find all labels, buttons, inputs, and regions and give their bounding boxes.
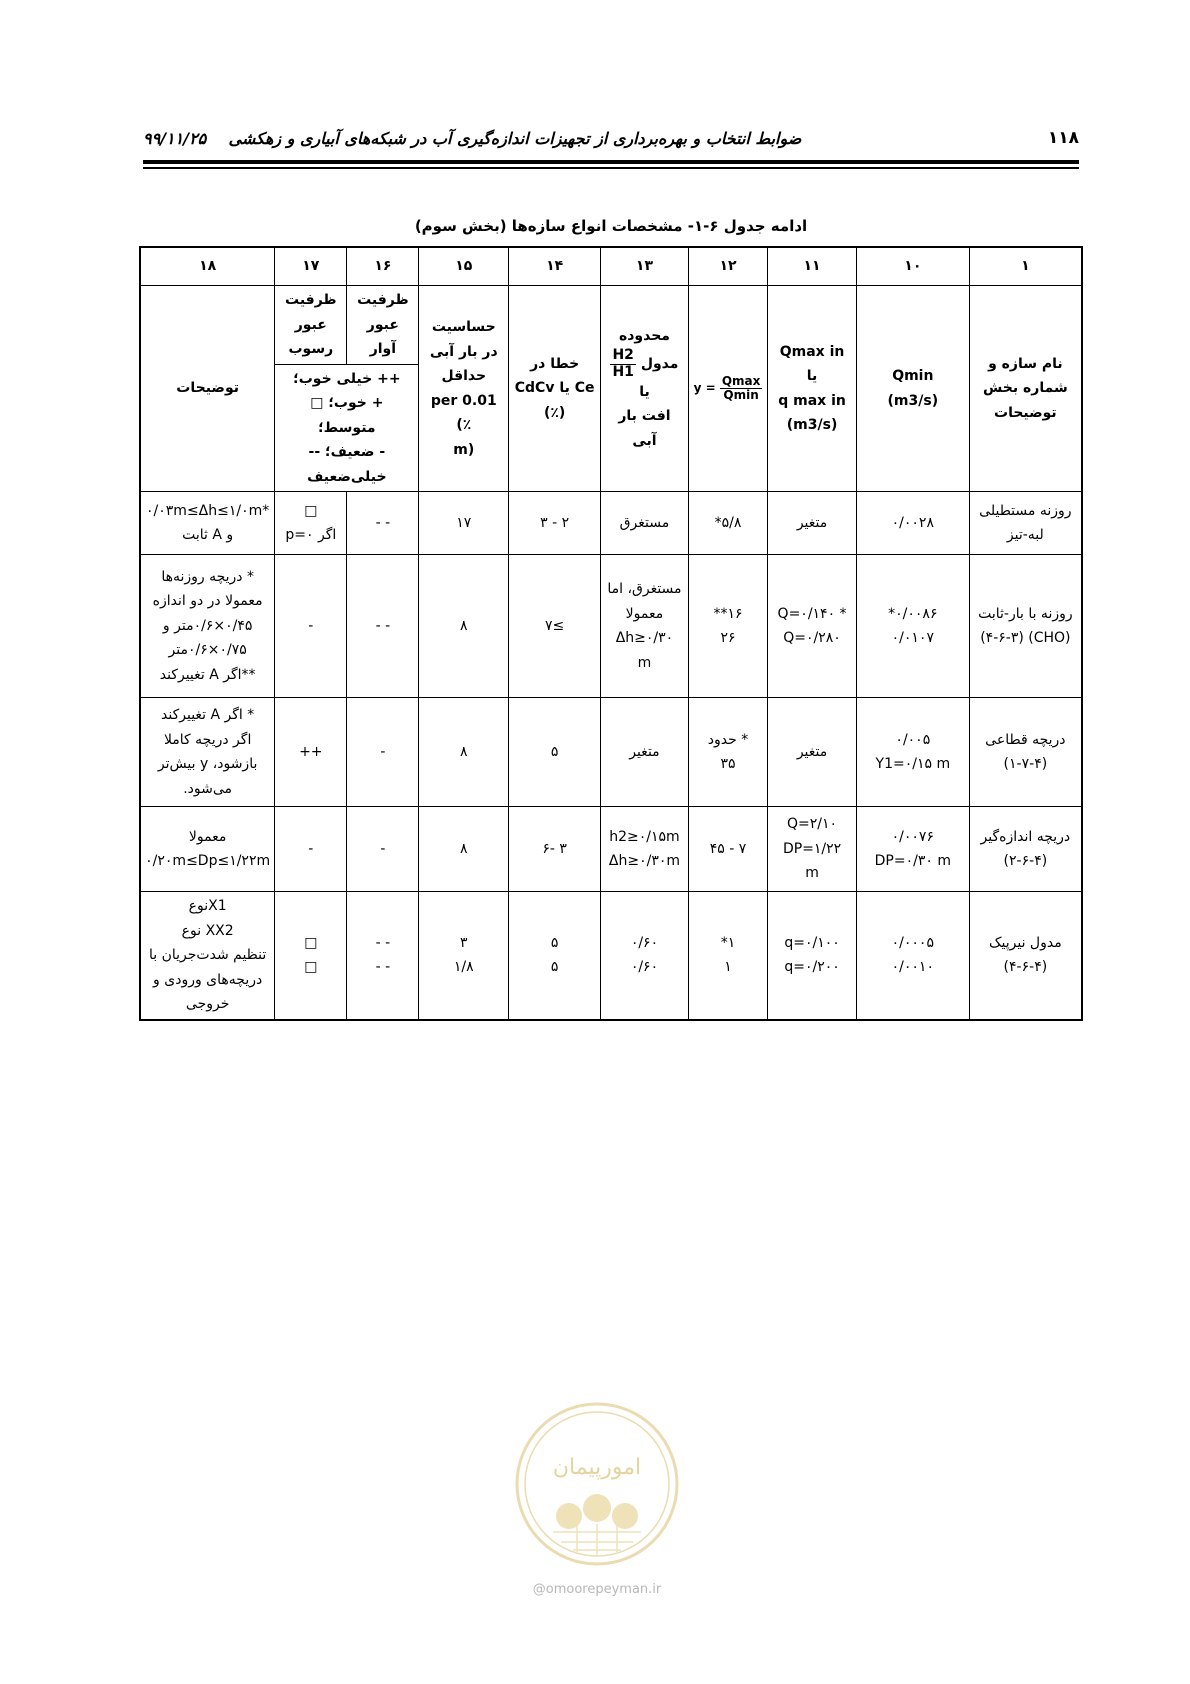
cell-line: *۰/۰۳m≤Δh≤۱/۰m bbox=[146, 502, 270, 519]
header-error-line1: خطا در bbox=[530, 355, 580, 372]
cell-line: Y1=۰/۱۵ m bbox=[875, 756, 951, 772]
cell-line: Q=۰/۲۸۰ bbox=[783, 630, 841, 646]
header-error bbox=[509, 286, 601, 492]
cell-y bbox=[688, 698, 767, 807]
cell-line: ۰/۰۰۱۰ bbox=[891, 959, 934, 976]
header-sensitivity-line1: حساسیت bbox=[431, 319, 496, 335]
header-modular-word: مدول bbox=[640, 356, 679, 372]
col-number: ۱۷ bbox=[275, 247, 347, 286]
cell-line: ۰/۰۰۸۶* bbox=[888, 605, 938, 622]
cell-line: ۰/۶۰ bbox=[630, 934, 659, 951]
cell-modular-range bbox=[601, 892, 689, 1020]
header-sensitivity-line5: m) bbox=[453, 441, 475, 458]
cell-line: دریچه‌های ورودی و bbox=[153, 971, 263, 988]
cell-modular-range: مستغرق bbox=[601, 492, 689, 555]
cell-line: اگر دریچه کاملا bbox=[163, 731, 252, 748]
cell-structure-name: دریچه قطاعی (۴-۷-۱) bbox=[969, 698, 1082, 807]
header-qmin-label: Qmin bbox=[892, 368, 934, 384]
col-number: ۱۴ bbox=[509, 247, 601, 286]
cell-line: Q=۲/۱۰ bbox=[787, 816, 838, 833]
running-title-group bbox=[143, 129, 801, 148]
cell-line: m bbox=[805, 865, 819, 882]
cell-remarks bbox=[140, 492, 275, 555]
cell-line: و A ثابت bbox=[182, 527, 234, 543]
header-modular-line1: محدوده bbox=[618, 327, 670, 344]
cell-line: ۳۵ bbox=[720, 756, 736, 772]
col-number: ۱۶ bbox=[347, 247, 419, 286]
cell-debris: - - bbox=[347, 555, 419, 698]
table-row bbox=[140, 555, 1082, 698]
header-rule-thin bbox=[143, 167, 1079, 169]
cell-remarks bbox=[140, 698, 275, 807]
header-qmin-unit: (m3/s) bbox=[887, 392, 939, 409]
cell-structure-name: روزنه با بار-ثابت (CHO) (۴-۶-۳) bbox=[969, 555, 1082, 698]
cell-line: - - bbox=[375, 934, 391, 951]
cell-sediment: - bbox=[275, 807, 347, 892]
cell-y bbox=[688, 892, 767, 1020]
header-y-denominator: Qmin bbox=[723, 388, 759, 402]
cell-line: ۵ bbox=[550, 934, 559, 951]
cell-debris: - bbox=[347, 807, 419, 892]
column-number-row bbox=[140, 247, 1082, 286]
cell-line: ۳ bbox=[460, 934, 468, 951]
cell-sensitivity bbox=[419, 892, 509, 1020]
cell-error: ۲ - ۳ bbox=[509, 492, 601, 555]
cell-qmax bbox=[768, 807, 857, 892]
cell-qmax: متغیر bbox=[768, 698, 857, 807]
cell-line: ۰/۶۰ bbox=[630, 959, 659, 976]
cell-line: - - bbox=[375, 959, 391, 976]
cell-line: مستغرق، اما bbox=[607, 581, 682, 597]
cell-line: ۰/۰۰۷۶ bbox=[891, 828, 934, 845]
cell-line: ۰/۰۰۵ bbox=[895, 731, 931, 748]
cell-line: * دریچه روزنه‌ها bbox=[161, 568, 254, 585]
cell-line: * حدود bbox=[707, 731, 749, 748]
capacity-legend bbox=[275, 364, 419, 492]
cell-line: X1نوع bbox=[188, 898, 227, 914]
cell-line: می‌شود. bbox=[183, 780, 233, 797]
cell-modular-range bbox=[601, 555, 689, 698]
header-remarks: توضیحات bbox=[140, 286, 275, 492]
cell-line: * Q=۰/۱۴۰ bbox=[777, 605, 847, 622]
header-qmax-line3: q max in bbox=[778, 392, 846, 409]
cell-y: ۵/۸* bbox=[688, 492, 767, 555]
col-number: ۱ bbox=[969, 247, 1082, 286]
header-date: ۹۹/۱۱/۲۵ bbox=[143, 128, 207, 148]
cell-sediment: ++ bbox=[275, 698, 347, 807]
col-number: ۱۵ bbox=[419, 247, 509, 286]
table-row bbox=[140, 807, 1082, 892]
header-sensitivity-line3: حداقل bbox=[441, 368, 487, 384]
legend-line1: ++ خیلی خوب؛ bbox=[293, 370, 401, 387]
running-title: ضوابط انتخاب و بهره‌برداری از تجهیزات اندازه‌گیری آب در شبکه‌های آبیاری و زهکشی bbox=[228, 128, 802, 148]
cell-line: معمولا bbox=[188, 828, 227, 845]
cell-line: m bbox=[637, 654, 652, 671]
table-row bbox=[140, 492, 1082, 555]
cell-line: ۰/۲۰m≤Dp≤۱/۲۲m bbox=[145, 853, 271, 869]
cell-qmax bbox=[768, 555, 857, 698]
header-y-ratio bbox=[688, 286, 767, 492]
cell-line: XX2 نوع bbox=[181, 922, 234, 939]
header-qmax bbox=[768, 286, 857, 492]
header-rule-thick bbox=[143, 160, 1079, 164]
cell-line: ۲۶ bbox=[720, 630, 736, 646]
cell-line: ۱ bbox=[724, 959, 732, 976]
cell-remarks bbox=[140, 807, 275, 892]
header-modular-line4: افت بار آبی bbox=[618, 408, 671, 449]
header-modular-range bbox=[601, 286, 689, 492]
col-number: ۱۸ bbox=[140, 247, 275, 286]
header-h-fraction bbox=[610, 348, 635, 380]
cell-line: ۱۶** bbox=[713, 605, 743, 622]
watermark-url: @omoorepeyman.ir bbox=[532, 1582, 662, 1597]
header-y-prefix: y = bbox=[693, 381, 716, 395]
cell-remarks bbox=[140, 892, 275, 1020]
structures-spec-table bbox=[139, 246, 1083, 1021]
header-modular-line3: یا bbox=[639, 383, 650, 400]
cell-sensitivity: ۸ bbox=[419, 555, 509, 698]
header-row bbox=[140, 286, 1082, 365]
cell-qmin bbox=[856, 698, 969, 807]
cell-qmax bbox=[768, 892, 857, 1020]
cell-sensitivity: ۸ bbox=[419, 807, 509, 892]
cell-structure-name: روزنه مستطیلی لبه-تیز bbox=[969, 492, 1082, 555]
header-modular-line2 bbox=[605, 348, 684, 380]
header-sensitivity-line4: per 0.01 (٪ bbox=[430, 392, 497, 433]
header-error-line3: (٪) bbox=[543, 404, 566, 421]
header-sensitivity-line2: در بار آبی bbox=[429, 343, 498, 360]
header-qmax-line1: Qmax in bbox=[779, 343, 845, 360]
cell-line: □ bbox=[304, 934, 318, 951]
cell-qmin bbox=[856, 555, 969, 698]
cell-structure-name: مدول نیرپیک (۴-۶-۴) bbox=[969, 892, 1082, 1020]
table-row bbox=[140, 892, 1082, 1020]
cell-debris bbox=[347, 892, 419, 1020]
cell-line: □ bbox=[304, 959, 318, 976]
col-number: ۱۲ bbox=[688, 247, 767, 286]
cell-sensitivity: ۱۷ bbox=[419, 492, 509, 555]
cell-error: ۳ -۶ bbox=[509, 807, 601, 892]
cell-line: خروجی bbox=[185, 996, 230, 1012]
cell-sediment: - bbox=[275, 555, 347, 698]
cell-modular-range: متغیر bbox=[601, 698, 689, 807]
header-sediment-capacity: ظرفیت عبور رسوب bbox=[275, 286, 347, 365]
watermark-text: امورپیمان bbox=[552, 1455, 642, 1480]
cell-line: ۰/۷۵×۰/۶متر bbox=[168, 642, 247, 659]
cell-line: معمولا در دو اندازه bbox=[152, 593, 263, 610]
table-caption: ادامه جدول ۶-۱- مشخصات انواع سازه‌ها (بخش سوم) bbox=[414, 217, 808, 235]
cell-line: **اگر A تغییرکند bbox=[159, 666, 256, 683]
header-qmax-line2: یا bbox=[806, 368, 818, 384]
cell-line: ۱/۸ bbox=[453, 959, 474, 976]
cell-line: بازشود، y بیش‌تر bbox=[157, 756, 258, 772]
cell-sediment bbox=[275, 492, 347, 555]
header-h-numerator: H2 bbox=[612, 347, 634, 364]
header-error-line2: Ce یا CdCv bbox=[514, 380, 595, 397]
cell-qmax: متغیر bbox=[768, 492, 857, 555]
cell-line: * اگر A تغییرکند bbox=[161, 707, 255, 723]
header-y-fraction bbox=[720, 375, 763, 402]
cell-line: q=۰/۲۰۰ bbox=[784, 959, 840, 976]
cell-line: ۰/۰۰۰۵ bbox=[891, 934, 934, 951]
cell-error bbox=[509, 892, 601, 1020]
col-number: ۱۳ bbox=[601, 247, 689, 286]
cell-line: ۰/۴۵×۰/۶متر و bbox=[162, 617, 253, 634]
header-sensitivity bbox=[419, 286, 509, 492]
cell-error: ≥۷ bbox=[509, 555, 601, 698]
header-qmax-line4: (m3/s) bbox=[786, 417, 838, 433]
cell-structure-name: دریچه اندازه‌گیر (۴-۶-۲) bbox=[969, 807, 1082, 892]
cell-line: ۰/۰۱۰۷ bbox=[891, 630, 934, 646]
watermark-logo-icon bbox=[513, 1400, 681, 1568]
cell-line: □ bbox=[304, 502, 318, 519]
legend-line2: + خوب؛ □ متوسط؛ bbox=[310, 395, 384, 436]
header-structure-name: نام سازه و شماره بخش توضیحات bbox=[969, 286, 1082, 492]
cell-error: ۵ bbox=[509, 698, 601, 807]
cell-line: ۱* bbox=[720, 934, 736, 951]
cell-line: Δh≥۰/۳۰ bbox=[615, 630, 674, 646]
cell-line: Δh≥۰/۳۰m bbox=[608, 853, 680, 869]
cell-qmin bbox=[856, 807, 969, 892]
col-number: ۱۱ bbox=[768, 247, 857, 286]
cell-qmin bbox=[856, 892, 969, 1020]
page-number: ۱۱۸ bbox=[1047, 128, 1079, 148]
cell-line: q=۰/۱۰۰ bbox=[784, 934, 840, 951]
cell-line: h2≥۰/۱۵m bbox=[609, 828, 680, 845]
cell-modular-range bbox=[601, 807, 689, 892]
cell-sensitivity: ۸ bbox=[419, 698, 509, 807]
cell-qmin: ۰/۰۰۲۸ bbox=[856, 492, 969, 555]
cell-line: تنظیم شدت‌جریان با bbox=[149, 947, 267, 963]
col-number: ۱۰ bbox=[856, 247, 969, 286]
header-h-denominator: H1 bbox=[612, 363, 634, 380]
cell-debris: - - bbox=[347, 492, 419, 555]
header-qmin bbox=[856, 286, 969, 492]
cell-remarks bbox=[140, 555, 275, 698]
running-header bbox=[143, 128, 1079, 148]
legend-line3: - ضعیف؛ -- خیلی‌ضعیف bbox=[307, 444, 387, 485]
header-debris-capacity: ظرفیت عبور آوار bbox=[347, 286, 419, 365]
cell-line: اگر p=۰ bbox=[285, 527, 337, 543]
cell-sediment bbox=[275, 892, 347, 1020]
table-row bbox=[140, 698, 1082, 807]
cell-line: DP=۰/۳۰ m bbox=[874, 853, 951, 869]
cell-line: DP=۱/۲۲ bbox=[782, 840, 842, 857]
header-y-numerator: Qmax bbox=[721, 373, 761, 388]
cell-debris: - bbox=[347, 698, 419, 807]
cell-line: معمولا bbox=[625, 605, 664, 622]
cell-line: ۵ bbox=[550, 959, 559, 976]
cell-y: ۷ - ۴۵ bbox=[688, 807, 767, 892]
cell-y bbox=[688, 555, 767, 698]
